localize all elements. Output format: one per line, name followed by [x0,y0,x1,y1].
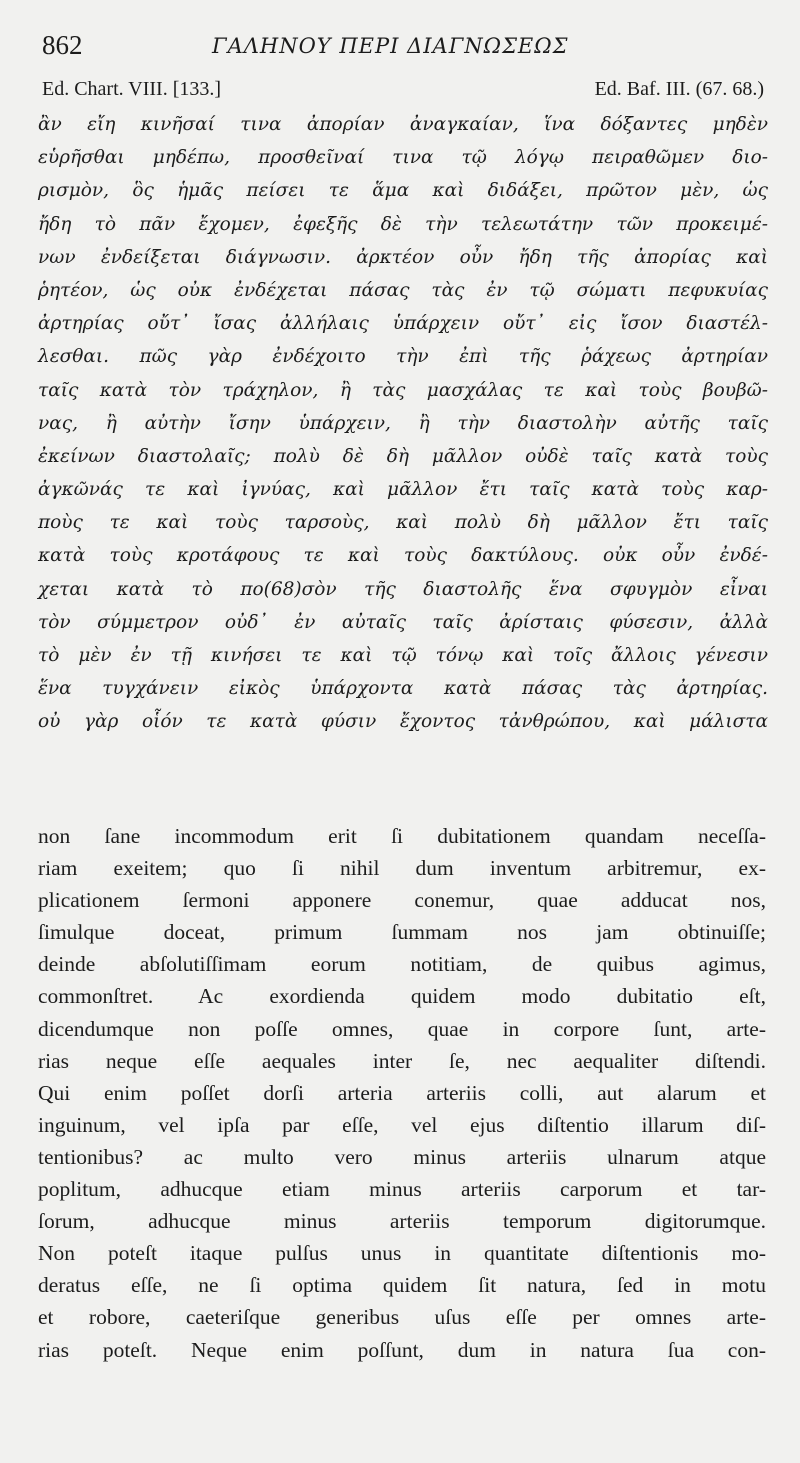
edition-references [42,78,764,106]
greek-text-line: κατὰ τοὺς κροτάφους τε καὶ τοὺς δακτύλους. οὐκ οὖν ἐνδέ- [38,545,768,567]
latin-text-line: Non poteſt itaque pulſus unus in quantitate diſtentionis mo- [38,1241,766,1266]
greek-text-line: λεσθαι. πῶς γὰρ ἐνδέχοιτο τὴν ἐπὶ τῆς ῥάχεως ἀρτηρίαν [38,346,768,368]
greek-text-line: ρισμὸν, ὃς ἡμᾶς πείσει τε ἅμα καὶ διδάξει, πρῶτον μὲν, ὡς [38,180,768,202]
latin-text-line: riam exeitem; quo ſi nihil dum inventum arbitremur, ex- [38,856,766,881]
latin-text-line: tentionibus? ac multo vero minus arteriis ulnarum atque [38,1144,766,1169]
latin-text-line: ſimulque doceat, primum ſummam nos jam obtinuiſſe; [38,920,766,945]
page-number: 862 [42,30,83,60]
greek-text-line: ποὺς τε καὶ τοὺς ταρσοὺς, καὶ πολὺ δὴ μᾶλλον ἔτι ταῖς [38,512,768,534]
latin-text-line: inguinum, vel ipſa par eſſe, vel ejus diſtentio illarum diſ- [38,1112,766,1137]
greek-text-line: ταῖς κατὰ τὸν τράχηλον, ἢ τὰς μασχάλας τε καὶ τοὺς βουβῶ- [38,379,768,401]
edition-ref-chart: Ed. Chart. VIII. [133.] [42,78,222,100]
latin-text-block [38,820,766,1366]
greek-text-line: ἤδη τὸ πᾶν ἔχομεν, ἐφεξῆς δὲ τὴν τελεωτάτην τῶν προκειμέ- [38,213,768,235]
greek-text-line: ἐκείνων διαστολαῖς; πολὺ δὲ δὴ μᾶλλον οὐδὲ ταῖς κατὰ τοὺς [38,445,768,467]
greek-text-line: εὑρῆσθαι μηδέπω, προσθεῖναί τινα τῷ λόγῳ πειραθῶμεν διο- [38,147,768,169]
greek-text-line: οὐ γὰρ οἷόν τε κατὰ φύσιν ἔχοντος τἀνθρώπου, καὶ μάλιστα [38,711,768,733]
greek-text-line: τὸ μὲν ἐν τῇ κινήσει τε καὶ τῷ τόνῳ καὶ τοῖς ἄλλοις γένεσιν [38,645,768,666]
latin-text-line: plicationem ſermoni apponere conemur, quae adducat nos, [38,888,766,913]
latin-text-line: rias poteſt. Neque enim poſſunt, dum in natura ſua con- [38,1337,766,1362]
latin-text-line: commonſtret. Ac exordienda quidem modo dubitatio eſt, [38,984,766,1009]
greek-text-line: ἀρτηρίας οὔτ᾽ ἴσας ἀλλήλαις ὑπάρχειν οὔτ᾽ εἰς ἴσον διαστέλ- [38,313,768,335]
greek-text-block [38,108,768,739]
latin-text-line: poplitum, adhucque etiam minus arteriis carporum et tar- [38,1177,766,1202]
latin-text-line: ſorum, adhucque minus arteriis temporum digitorumque. [38,1209,766,1234]
greek-text-line: νας, ἢ αὐτὴν ἴσην ὑπάρχειν, ἢ τὴν διαστολὴν αὐτῆς ταῖς [38,412,768,434]
latin-text-line: non ſane incommodum erit ſi dubitationem quandam neceſſa- [38,824,766,848]
latin-text-line: rias neque eſſe aequales inter ſe, nec aequaliter diſtendi. [38,1048,766,1073]
greek-text-line: ἂν εἴη κινῆσαί τινα ἀπορίαν ἀναγκαίαν, ἵνα δόξαντες μηδὲν [38,114,768,135]
latin-text-line: deratus eſſe, ne ſi optima quidem ſit natura, ſed in motu [38,1273,766,1298]
page-header [42,30,764,66]
greek-text-line: χεται κατὰ τὸ πο(68)σὸν τῆς διαστολῆς ἕνα σφυγμὸν εἶναι [38,578,768,600]
greek-text-line: ῥητέον, ὡς οὐκ ἐνδέχεται πάσας τὰς ἐν τῷ σώματι πεφυκυίας [38,279,768,301]
latin-text-line: dicendumque non poſſe omnes, quae in corpore ſunt, arte- [38,1016,766,1041]
latin-text-line: et robore, caeteriſque generibus uſus eſſe per omnes arte- [38,1305,766,1330]
edition-ref-basel: Ed. Baf. III. (67. 68.) [594,78,764,100]
latin-text-line: Qui enim poſſet dorſi arteria arteriis colli, aut alarum et [38,1080,766,1105]
greek-text-line: τὸν σύμμετρον οὐδ᾽ ἐν αὐταῖς ταῖς ἀρίσταις φύσεσιν, ἀλλὰ [38,611,768,633]
greek-text-line: ἕνα τυγχάνειν εἰκὸς ὑπάρχοντα κατὰ πάσας τὰς ἀρτηρίας. [38,678,768,700]
latin-text-line: deinde abſolutiſſimam eorum notitiam, de quibus agimus, [38,952,766,977]
running-title: ΓΑΛΗΝΟΥ ΠΕΡΙ ΔΙΑΓΝΩΣΕΩΣ [212,34,569,58]
greek-text-line: νων ἐνδείξεται διάγνωσιν. ἀρκτέον οὖν ἤδη τῆς ἀπορίας καὶ [38,246,768,268]
greek-text-line: ἀγκῶνάς τε καὶ ἰγνύας, καὶ μᾶλλον ἔτι ταῖς κατὰ τοὺς καρ- [38,479,768,501]
